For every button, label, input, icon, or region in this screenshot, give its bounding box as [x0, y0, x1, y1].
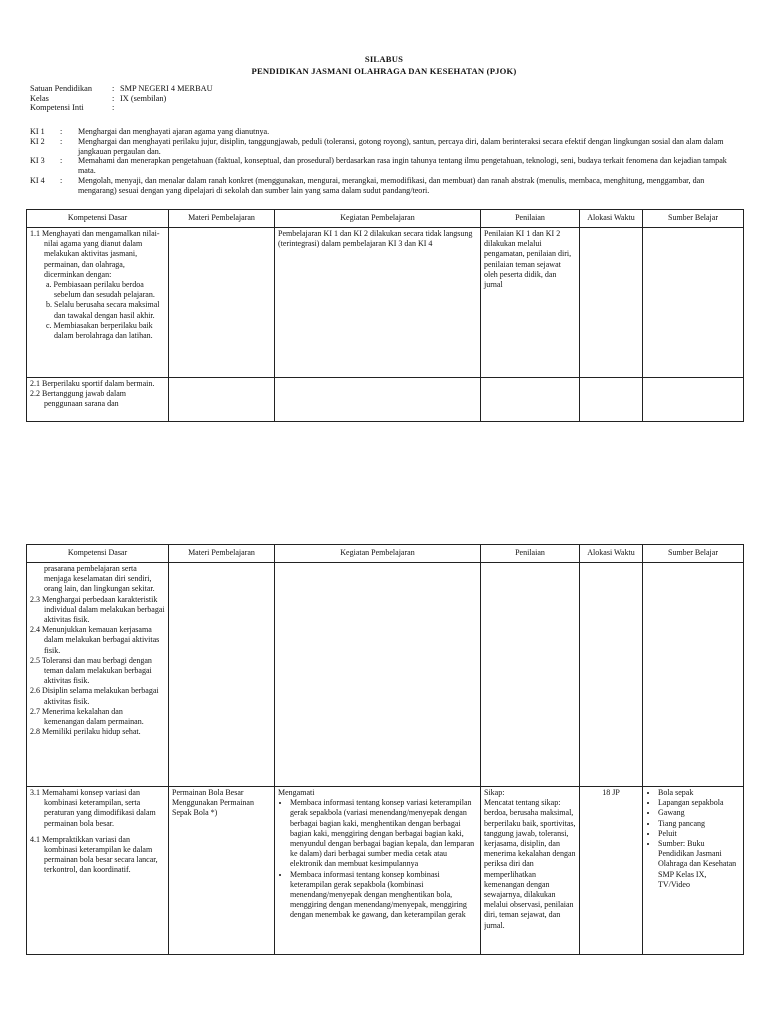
- identity-key: Kelas: [30, 93, 49, 103]
- kegiatan-cell: [275, 787, 481, 955]
- kegiatan-list: [278, 798, 477, 920]
- kd-cell: [27, 563, 169, 787]
- kd-text: 2.3 Menghargai perbedaan karakteristik individual dalam melakukan berbagai aktivitas fisik.: [30, 594, 165, 625]
- identity-key: Satuan Pendidikan: [30, 84, 92, 93]
- kd-text: 1.1 Menghayati dan mengamalkan nilai-nilai agama yang dianut dalam melakukan aktivitas jasmani, permainan, dan olahraga, dicerminkan dengan:: [30, 229, 160, 279]
- sumber-cell: [643, 228, 744, 378]
- kegiatan-cell: [275, 228, 481, 378]
- kegiatan-cell: [275, 378, 481, 422]
- kd-text: 2.4 Menunjukkan kemauan kerjasama dalam melakukan berbagai aktivitas fisik.: [30, 625, 160, 655]
- kd-subitem: c. Membiasakan berperilaku baik dalam berolahraga dan latihan.: [46, 320, 153, 341]
- ki-code: KI 3: [30, 156, 45, 166]
- alokasi-text: 18 JP: [602, 788, 620, 797]
- column-header: Alokasi Waktu: [580, 545, 643, 563]
- alokasi-cell: [580, 378, 643, 422]
- ki-separator: :: [60, 175, 63, 185]
- syllabus-table-1: [26, 209, 744, 422]
- alokasi-cell: [580, 787, 643, 955]
- kd-text: prasarana pembelajaran serta menjaga keselamatan diri sendiri, orang lain, dan lingkungan sekitar.: [44, 564, 155, 594]
- identity-row: [30, 84, 213, 94]
- kegiatan-cell: [275, 563, 481, 787]
- penilaian-cell: [481, 228, 580, 378]
- kegiatan-text: Pembelajaran KI 1 dan KI 2 dilakukan secara tidak langsung (terintegrasi) dalam pembelajaran KI 3 dan KI 4: [278, 229, 473, 249]
- identity-row: [30, 94, 213, 104]
- column-header: Materi Pembelajaran: [169, 210, 275, 228]
- penilaian-cell: [481, 378, 580, 422]
- kd-text: 3.1 Memahami konsep variasi dan kombinasi keterampilan, serta peraturan yang dimodifikasi dalam permainan bola besar.: [30, 788, 156, 828]
- column-header: Kompetensi Dasar: [27, 545, 169, 563]
- ki-text: Memahami dan menerapkan pengetahuan (faktual, konseptual, dan prosedural) berdasarkan rasa ingin tahunya tentang ilmu pengetahuan, teknologi, seni, budaya terkait fenomena dan kejadian tampak mata.: [78, 156, 727, 176]
- identity-value: SMP NEGERI 4 MERBAU: [120, 84, 213, 93]
- sumber-item: • Gawang: [658, 808, 740, 818]
- kd-text: 2.7 Menerima kekalahan dan kemenangan dalam permainan.: [30, 706, 144, 727]
- document-subtitle: PENDIDIKAN JASMANI OLAHRAGA DAN KESEHATAN (PJOK): [251, 66, 517, 76]
- ki-text: Menghargai dan menghayati perilaku jujur, disiplin, tanggungjawab, peduli (toleransi, gotong royong), santun, percaya diri, dalam berinteraksi secara efektif dengan lingkungan sosial dan alam dalam jangkauan pergaulan dan.: [78, 136, 724, 156]
- ki-code: KI 4: [30, 175, 45, 185]
- kd-cell: [27, 228, 169, 378]
- table-row: [27, 787, 744, 955]
- identity-block: [30, 84, 213, 113]
- ki-item: [30, 137, 742, 157]
- ki-item: [30, 156, 742, 176]
- alokasi-cell: [580, 228, 643, 378]
- materi-cell: [169, 563, 275, 787]
- materi-cell: [169, 787, 275, 955]
- kompetensi-inti-list: [30, 127, 742, 196]
- kegiatan-item: • Membaca informasi tentang konsep variasi keterampilan gerak sepakbola (variasi menendang/menyepak dengan berbagai bagian kaki, menghentikan dengan berbagai bagian kaki, menggiring dengan berbagai bagian kaki, menyundul dengan berbagai bagian kepala, dan lemparan ke dalam) dari berbagai sumber media cetak atau elektronik dan membuat kesimpulannya: [290, 798, 477, 869]
- alokasi-cell: [580, 563, 643, 787]
- sumber-item: • Peluit: [658, 829, 740, 839]
- materi-cell: [169, 228, 275, 378]
- kd-text: 2.1 Berperilaku sportif dalam bermain.: [30, 379, 155, 388]
- table-header-row: [27, 210, 744, 228]
- column-header: Kegiatan Pembelajaran: [275, 545, 481, 563]
- sumber-item: • Tiang pancang: [658, 819, 740, 829]
- materi-text: Permainan Bola Besar Menggunakan Permainan Sepak Bola *): [172, 788, 254, 818]
- column-header: Kompetensi Dasar: [27, 210, 169, 228]
- sumber-item: • Bola sepak: [658, 788, 740, 798]
- sumber-item: • Sumber: Buku Pendidikan Jasmani Olahraga dan Kesehatan SMP Kelas IX, TV/Video: [658, 839, 740, 890]
- identity-value: IX (sembilan): [120, 93, 167, 103]
- sumber-cell: [643, 563, 744, 787]
- penilaian-cell: [481, 563, 580, 787]
- kd-text: 2.2 Bertanggung jawab dalam penggunaan sarana dan: [30, 389, 126, 409]
- sumber-cell: [643, 378, 744, 422]
- kd-subitem: b. Selalu berusaha secara maksimal dan tawakal dengan hasil akhir.: [46, 300, 160, 320]
- penilaian-cell: [481, 787, 580, 955]
- identity-colon: :: [112, 84, 115, 93]
- column-header: Materi Pembelajaran: [169, 545, 275, 563]
- ki-code: KI 1: [30, 127, 45, 136]
- table-row: [27, 378, 744, 422]
- identity-row: [30, 103, 213, 113]
- ki-separator: :: [60, 136, 63, 146]
- penilaian-text: Sikap: Mencatat tentang sikap: berdoa, berusaha maksimal, berperilaku baik, sportivitas, tanggung jawab, toleransi, kerjasama, disiplin, dan menerima kekalahan dengan periksa diri dan memperlihatkan kemenangan dengan sewajarnya, dilakukan melalui observasi, penilaian diri, teman sejawat, dan jurnal.: [484, 788, 576, 930]
- column-header: Alokasi Waktu: [580, 210, 643, 228]
- column-header: Sumber Belajar: [643, 545, 744, 563]
- identity-colon: :: [112, 93, 115, 103]
- kd-text: 2.8 Memiliki perilaku hidup sehat.: [30, 727, 141, 737]
- syllabus-table-2: [26, 544, 744, 955]
- kd-text: 2.6 Disiplin selama melakukan berbagai aktivitas fisik.: [30, 686, 159, 706]
- identity-key: Kompetensi Inti: [30, 103, 84, 113]
- ki-code: KI 2: [30, 136, 45, 146]
- table-row: [27, 563, 744, 787]
- column-header: Penilaian: [481, 210, 580, 228]
- kd-text: 4.1 Mempraktikkan variasi dan kombinasi keterampilan ke dalam permainan bola besar secara lancar, terkontrol, dan koordinatif.: [30, 834, 158, 875]
- column-header: Kegiatan Pembelajaran: [275, 210, 481, 228]
- sumber-list: [646, 788, 740, 890]
- sumber-item: • Lapangan sepakbola: [658, 798, 740, 808]
- table-row: [27, 228, 744, 378]
- kd-cell: [27, 378, 169, 422]
- kd-text: 2.5 Toleransi dan mau berbagi dengan teman dalam melakukan berbagai aktivitas fisik.: [30, 655, 152, 686]
- document-title: SILABUS: [364, 54, 404, 64]
- kegiatan-title: Mengamati: [278, 788, 315, 797]
- kegiatan-item: • Membaca informasi tentang konsep kombinasi keterampilan gerak sepakbola (kombinasi menendang/menyepak dengan menghentikan bola, menggiring dengan menendang/menyepak, menggiring dengan menembak ke gawang, dan keterampilan gerak: [290, 870, 477, 921]
- sumber-cell: [643, 787, 744, 955]
- column-header: Penilaian: [481, 545, 580, 563]
- ki-separator: :: [60, 156, 63, 166]
- ki-text: Menghargai dan menghayati ajaran agama yang dianutnya.: [78, 127, 270, 136]
- kd-cell: [27, 787, 169, 955]
- ki-item: [30, 127, 742, 137]
- ki-separator: :: [60, 127, 63, 136]
- penilaian-text: Penilaian KI 1 dan KI 2 dilakukan melalui pengamatan, penilaian diri, penilaian teman sejawat oleh peserta didik, dan jurnal: [484, 229, 572, 290]
- identity-colon: :: [112, 103, 115, 113]
- ki-item: [30, 176, 742, 196]
- table-header-row: [27, 545, 744, 563]
- ki-text: Mengolah, menyaji, dan menalar dalam ranah konkret (menggunakan, mengurai, merangkai, memodifikasi, dan membuat) dan ranah abstrak (menulis, membaca, menghitung, menggambar, dan mengarang) sesuai dengan yang dipelajari di sekolah dan sumber lain yang sama dalam sudut pandang/teori.: [78, 175, 705, 195]
- column-header: Sumber Belajar: [643, 210, 744, 228]
- kd-subitem: a. Pembiasaan perilaku berdoa sebelum dan sesudah pelajaran.: [46, 280, 155, 300]
- materi-cell: [169, 378, 275, 422]
